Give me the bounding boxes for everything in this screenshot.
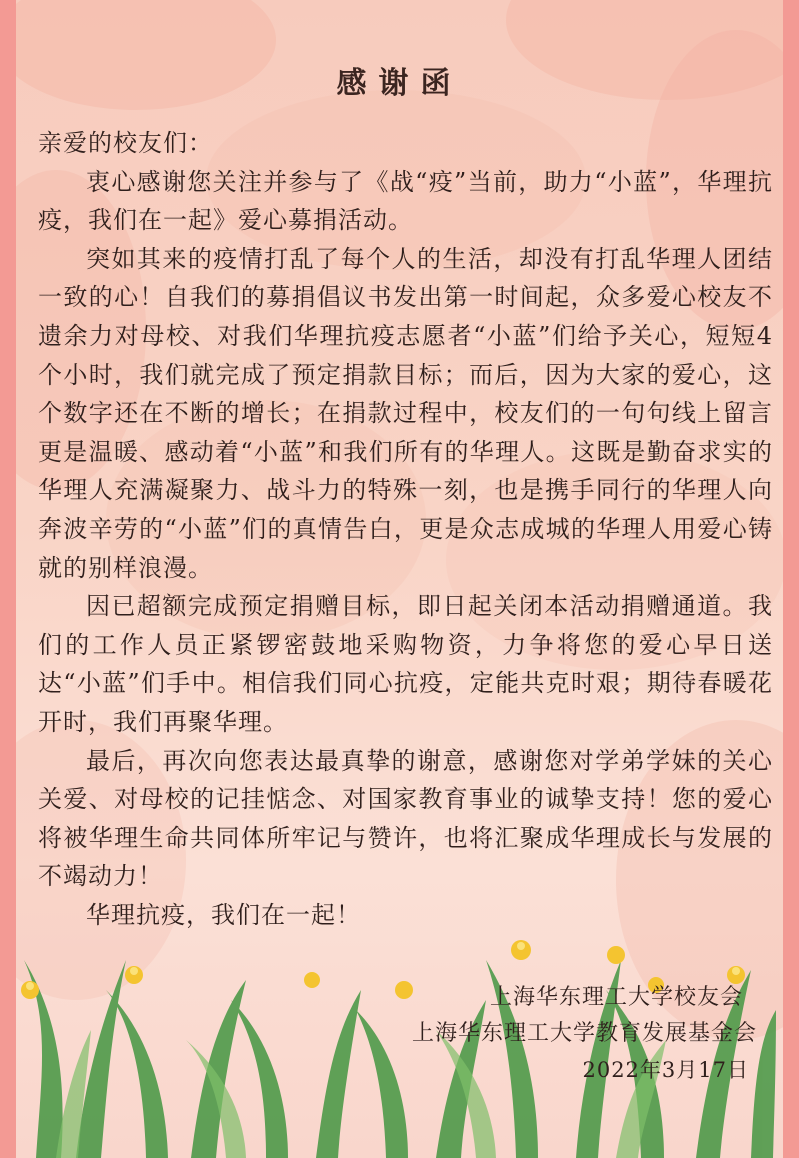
letter-paragraph: 突如其来的疫情打乱了每个人的生活，却没有打乱华理人团结一致的心！自我们的募捐倡议书发出第一时间起，众多爱心校友不遗余力对母校、对我们华理抗疫志愿者“小蓝”们给予关心，短短4个小时，我们就完成了预定捐款目标；而后，因为大家的爱心，这个数字还在不断的增长；在捐款过程中，校友们的一句句线上留言更是温暖、感动着“小蓝”和我们所有的华理人。这既是勤奋求实的华理人充满凝聚力、战斗力的特殊一刻，也是携手同行的华理人向奔波辛劳的“小蓝”们的真情告白，更是众志成城的华理人用爱心铸就的别样浪漫。 [38,244,773,582]
letter-title: 感谢函 [336,66,463,101]
letter-paragraph: 因已超额完成预定捐赠目标，即日起关闭本活动捐赠通道。我们的工作人员正紧锣密鼓地采购物资，力争将您的爱心早日送达“小蓝”们手中。相信我们同心抗疫，定能共克时艰；期待春暖花开时，我们再聚华理。 [38,592,773,736]
letter-paragraph: 衷心感谢您关注并参与了《战“疫”当前，助力“小蓝”，华理抗疫，我们在一起》爱心募捐活动。 [38,167,773,235]
letter-closing: 华理抗疫，我们在一起！ [86,900,361,929]
letter-paper [16,0,783,1158]
signature-org-alumni: 上海华东理工大学校友会 [489,985,743,1010]
letter-paragraph: 最后，再次向您表达最真挚的谢意，感谢您对学弟学妹的关心关爱、对母校的记挂惦念、对国家教育事业的诚挚支持！您的爱心将被华理生命共同体所牢记与赞许，也将汇聚成华理成长与发展的不竭动力！ [38,746,773,891]
signature-date: 2022年3月17日 [582,1058,749,1082]
letter-body [38,124,773,934]
signature-org-foundation: 上海华东理工大学教育发展基金会 [411,1021,757,1046]
letter-greeting: 亲爱的校友们： [38,129,213,157]
